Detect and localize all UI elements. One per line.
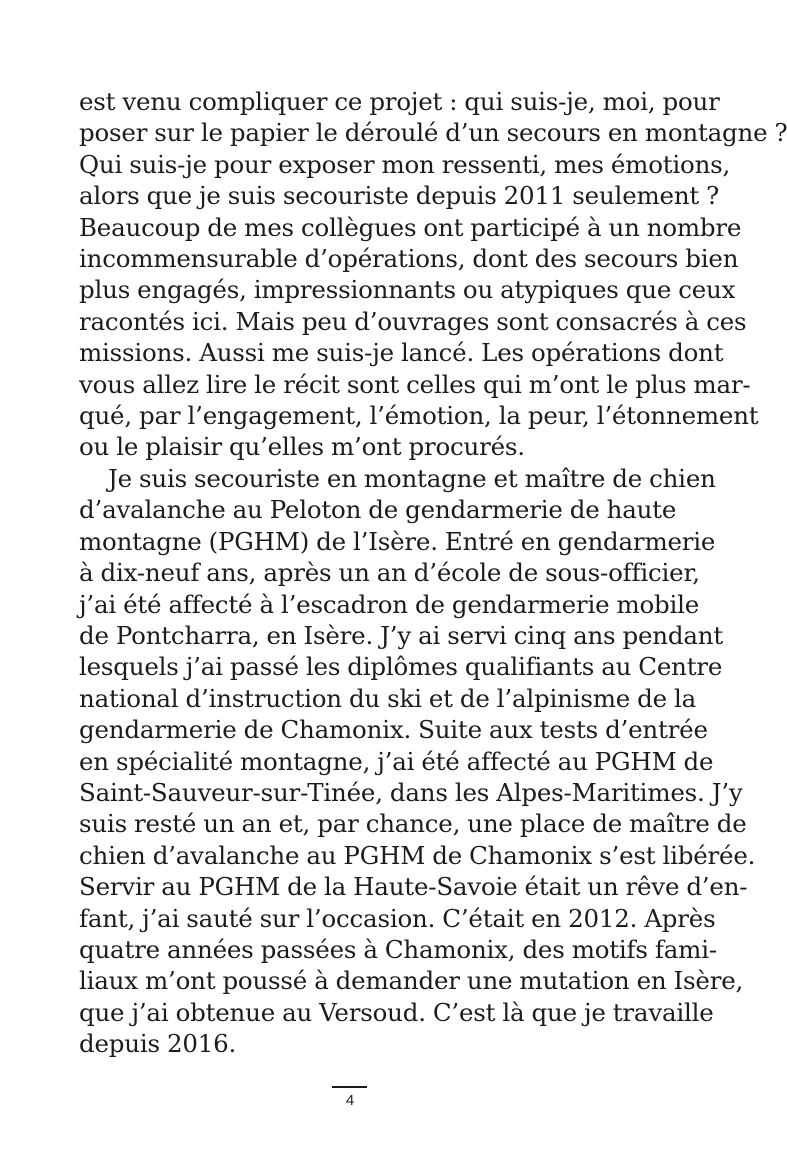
- paragraph-2: [79, 463, 756, 1060]
- text-line: qué, par l’engagement, l’émotion, la peur, l’étonnement: [79, 401, 759, 431]
- body-text: [79, 86, 787, 1060]
- text-line: Qui suis-je pour exposer mon ressenti, mes émotions,: [79, 149, 731, 179]
- text-line: depuis 2016.: [79, 1029, 237, 1059]
- text-line: j’ai été affecté à l’escadron de gendarmerie mobile: [79, 589, 700, 619]
- text-line: national d’instruction du ski et de l’alpinisme de la: [79, 683, 697, 713]
- text-line: lesquels j’ai passé les diplômes qualifiants au Centre: [79, 652, 723, 682]
- text-line: liaux m’ont poussé à demander une mutation en Isère,: [79, 966, 744, 996]
- text-line: à dix-neuf ans, après un an d’école de sous-officier,: [79, 558, 700, 588]
- page-number: 4: [345, 1092, 355, 1109]
- text-line: missions. Aussi me suis-je lancé. Les opérations dont: [79, 338, 724, 368]
- text-line: Beaucoup de mes collègues ont participé à un nombre: [79, 212, 742, 242]
- text-line: Servir au PGHM de la Haute-Savoie était un rêve d’en-: [79, 872, 748, 902]
- text-line: suis resté un an et, par chance, une place de maître de: [79, 809, 747, 839]
- text-line: alors que je suis secouriste depuis 2011 seulement ?: [79, 181, 720, 211]
- text-line: incommensurable d’opérations, dont des secours bien: [79, 244, 739, 274]
- text-line: Saint-Sauveur-sur-Tinée, dans les Alpes-Maritimes. J’y: [79, 777, 743, 807]
- text-line: fant, j’ai sauté sur l’occasion. C’était en 2012. Après: [79, 903, 716, 933]
- text-line: que j’ai obtenue au Versoud. C’est là que je travaille: [79, 997, 714, 1027]
- text-line: Je suis secouriste en montagne et maître de chien: [108, 463, 716, 493]
- text-line: vous allez lire le récit sont celles qui m’ont le plus mar-: [79, 369, 751, 399]
- text-line: d’avalanche au Peloton de gendarmerie de haute: [79, 495, 677, 525]
- text-line: montagne (PGHM) de l’Isère. Entré en gendarmerie: [79, 526, 716, 556]
- text-line: de Pontcharra, en Isère. J’y ai servi cinq ans pendant: [79, 620, 723, 650]
- text-line: racontés ici. Mais peu d’ouvrages sont consacrés à ces: [79, 306, 747, 336]
- text-line: gendarmerie de Chamonix. Suite aux tests d’entrée: [79, 715, 708, 745]
- text-line: est venu compliquer ce projet : qui suis-je, moi, pour: [79, 87, 720, 116]
- text-line: chien d’avalanche au PGHM de Chamonix s’est libérée.: [79, 840, 756, 870]
- text-line: poser sur le papier le déroulé d’un secours en montagne ?: [79, 118, 787, 148]
- text-line: plus engagés, impressionnants ou atypiques que ceux: [79, 275, 736, 305]
- text-line: en spécialité montagne, j’ai été affecté au PGHM de: [79, 746, 714, 776]
- text-line: quatre années passées à Chamonix, des motifs fami-: [79, 934, 717, 964]
- paragraph-1: [79, 86, 787, 463]
- text-line: ou le plaisir qu’elles m’ont procurés.: [79, 432, 525, 462]
- page-number-rule: [332, 1086, 367, 1088]
